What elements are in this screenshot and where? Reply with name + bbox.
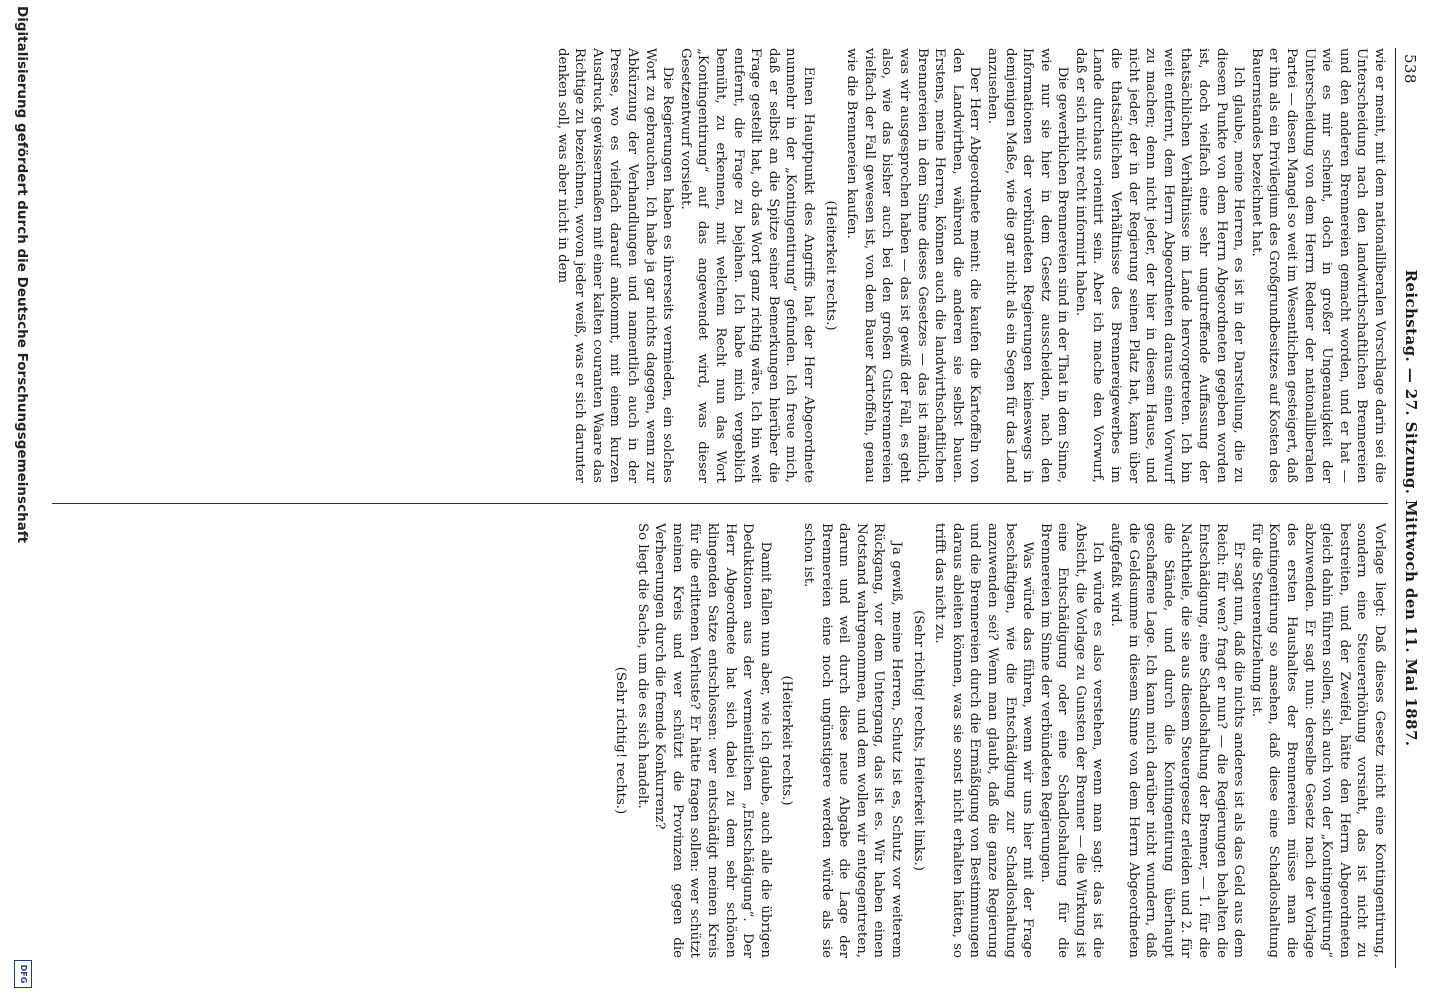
interjection: (Sehr richtig! rechts, Heiterkeit links.) [910,610,926,871]
left-paragraph: Die gewerblichen Brennereien sind in der That in dem Sinne, wie nur sie hier in dem Gesetz ausscheiden, nach den Informationen der verbündeten Regierungen keineswegs in demjenigen Maße, wie die gar nicht als ein Segen für das Land anzusehen. [984,48,1071,483]
left-paragraph: wie er meint, mit dem nationalliberalen Vorschlage darin sei die Unterscheidung nach den landwirthschaftlichen Brennereien und den anderen Brennereien gemacht worden, und er hat — wie es mir scheint, doch in großer Ungenauigkeit der Unterscheidung von dem Herrn Redner der nationalliberalen Partei — diesen Mangel so weit im Wesentlichen gesteigert, daß er ihn als ein Privilegium des Großgrundbesitzes auf Kosten des Bauernstandes bezeichnet hat. [1248,48,1387,483]
interjection: (Heiterkeit rechts.) [779,675,795,806]
right-paragraph: Er sagt nun, daß die nichts anderes ist als das Geld aus dem Reich: für wen? fragt er nun? — die Regierungen behalten die Entschädigung, eine Schadloshaltung der Brenner, — 1. für die Nachtheile, die sie aus diesem Steuergesetz erleiden und 2. für die Stände, und durch die Kontingentirung überhaupt geschaffene Lage. Ich kann mich darüber nicht wundern, daß die Geldsumme in diesem Sinne von dem Herrn Abgeordneten aufgefaßt wird. [1108,523,1247,958]
right-paragraph: Ich würde es also verstehen, wenn man sagt: das ist die Absicht, die Vorlage zu Gunsten der Brenner — die Wirkung ist eine Entschädigung oder eine Schadloshaltung für die Brennereien im Sinne der verbündeten Regierungen. [1037,523,1106,958]
interjection: (Heiterkeit rechts.) [822,200,838,331]
page-title: Reichstag. — 27. Sitzung. Mittwoch den 11. Mai 1887. [1402,269,1420,747]
page-header [1398,48,1420,968]
right-paragraph: Vorlage liegt: Daß dieses Gesetz nicht eine Kontingentirung, sondern eine Steuererhöhung vorsieht, das ist nicht zu bestreiten, und der Zweifel, hätte den Herrn Abgeordneten gleich dahin führen sollen, sich auch von der „Kontingentirung“ abzuwenden. Er sagt nun: derselbe Gesetz nach der Vorlage des ersten Haushaltes der Brennereien müsse man die Kontingentirung so ansehen, daß diese eine Schadloshaltung für die Steuerentziehung ist. [1248,523,1387,958]
left-text-column [553,48,1388,483]
right-paragraph: Ja gewiß, meine Herren, Schutz ist es, Schutz vor weiterem Rückgang, vor dem Untergang, das ist es. Wir haben einen Notstand wahrgenommen, und dem wollen wir entgegentreten, darum und weil durch diese neue Abgabe die Lage der Brennereien eine noch ungünstigere werden würde als sie schon ist. [801,523,904,958]
interjection: (Sehr richtig! rechts.) [613,666,629,815]
column-divider [52,503,1388,504]
right-paragraph: Damit fallen nun aber, wie ich glaube, auch alle die übrigen Deduktionen aus der vermeintlichen „Entschädigung“. Der Herr Abgeordnete hat sich dabei zu dem sehr schönen klingenden Satze entschlossen: wer entschädigt meinen Kreis für die erlittenen Verluste? Er hätte fragen sollen: wer schützt meinen Kreis und wer schützt die Provinzen gegen die Verheerungen durch die fremde Konkurrenz? [652,523,773,958]
dfg-logo-icon: DFG [14,960,32,988]
left-paragraph: Der Herr Abgeordnete meint: die kaufen die Kartoffeln von den Landwirthen, während die anderen sie selbst bauen. Erstens, meine Herren, können auch die landwirthschaftlichen Brennereien in dem Sinne dieses Gesetzes — das ist nämlich, was wir ausgesprochen haben — das ist gewiß der Fall, es geht also, wie das bisher auch bei den großen Gutsbrennereien vielfach der Fall gewesen ist, von dem Bauer Kartoffeln, genau wie die Brennereien kaufen. [844,48,983,483]
digitization-credit: Digitalisierung gefördert durch die Deutsche Forschungsgemeinschaft [14,6,30,544]
left-paragraph: Ich glaube, meine Herren, es ist in der Darstellung, die zu diesem Punkte von dem Herrn Abgeordneten gegeben worden ist, doch vielfach eine sehr ungutreffende Auffassung der thatsächlichen Verhältnisse im Lande hervorgetreten. Ich bin weit entfernt, dem Herrn Abgeordneten daraus einen Vorwurf zu machen; denn nicht jeder, der hier in diesem Hause, und nicht jeder, der in der Regierung seinen Platz hat, kann über die thatsächlichen Verhältnisse des Brennereigewerbes im Lande durchaus orientirt sein. Aber ich mache den Vorwurf, daß er sich nicht recht informirt haben. [1072,48,1247,483]
header-rule [1395,48,1396,968]
left-paragraph: Die Regierungen haben es ihrerseits vermieden, ein solches Wort zu gebrauchen. Ich habe ja gar nichts dagegen, wenn zur Abkürzung der Verhandlungen und namentlich auch in der Presse, wo es vielfach darauf ankommt, mit einem kurzen Ausdruck gewissermaßen mit einer kalten couranten Waare das Richtige zu bezeichnen, wovon jeder weiß, was er sich darunter denken soll, was aber nicht in dem [554,48,676,483]
closing-line: So liegt die Sache, um die es sich handelt. [634,523,650,809]
right-paragraph: Was würde das führen, wenn wir uns hier mit der Frage beschäftigen, wie die Entschädigung zur Schadloshaltung anzuwenden sei? Wenn man glaubt, daß die ganze Regierung und die Brennereien durch die Ermäßigung von Bestimmungen daraus ableiten können, was sie sonst nicht erhalten hätten, so trifft das nicht zu. [932,523,1036,958]
right-text-column [607,523,1388,958]
left-paragraph: Einen Hauptpunkt des Angriffs hat der Herr Abgeordnete nunmehr in der „Kontingentirung“ gefunden. Ich freue mich, daß er selbst an die Spitze seiner Bemerkungen hierüber die Frage gestellt hat, ob das Wort ganz richtig wäre. Ich bin weit entfernt, die Frage zu bejahen. Ich habe mich vergeblich bemüht, zu erkennen, mit welchem Recht nun das Wort „Kontingentirung“ auf das angewendet wird, was dieser Gesetzentwurf vorsieht. [677,48,816,483]
page-number: 538 [1401,54,1419,84]
